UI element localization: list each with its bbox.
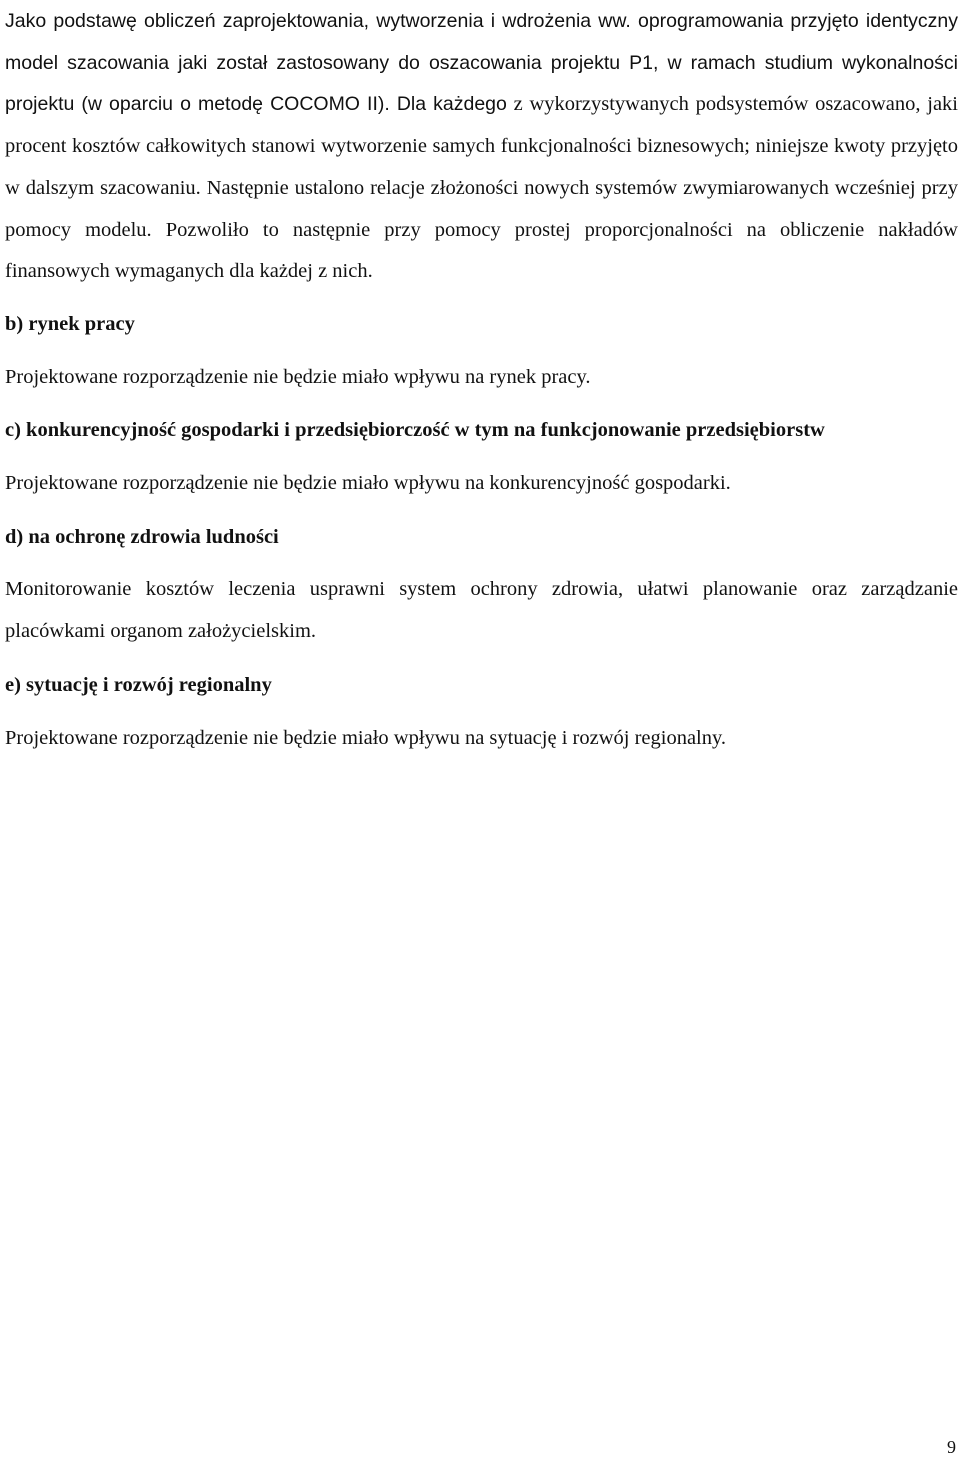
page-number: 9 [947,1437,956,1457]
section-body-health: Monitorowanie kosztów leczenia usprawni system ochrony zdrowia, ułatwi planowanie oraz zarządzanie placówkami organom założycielskim. [5,578,958,643]
document-page [5,0,958,759]
section-body-competitiveness: Projektowane rozporządzenie nie będzie miało wpływu na konkurencyjność gospodarki. [5,472,731,495]
section-heading-health: d) na ochronę zdrowia ludności [5,525,279,548]
intro-sans-text: Jako podstawę obliczeń zaprojektowania, wytworzenia i wdrożenia ww. oprogramowania przyjęto identyczny model szacowania jaki został zastosowany do oszacowania projektu P1, w ramach studium wykonalności projektu (w oparciu o metodę COCOMO II). Dla każdego [5,10,958,116]
intro-serif-text: z wykorzystywanych podsystemów oszacowano, jaki procent kosztów całkowitych stanowi wytworzenie samych funkcjonalności biznesowych; niniejsze kwoty przyjęto w dalszym szacowaniu. Następnie ustalono relacje złożoności nowych systemów zwymiarowanych wcześniej przy pomocy modelu. Pozwoliło to następnie przy pomocy prostej proporcjonalności na obliczenie nakładów finansowych wymaganych dla każdej z nich. [5,93,958,283]
section-heading-labor-market: b) rynek pracy [5,312,135,335]
section-heading-competitiveness: c) konkurencyjność gospodarki i przedsiębiorczość w tym na funkcjonowanie przedsiębiorstw [5,419,825,442]
section-heading-regional: e) sytuację i rozwój regionalny [5,673,272,696]
intro-paragraph [5,1,958,293]
section-body-regional: Projektowane rozporządzenie nie będzie miało wpływu na sytuację i rozwój regionalny. [5,726,727,749]
section-body-labor-market: Projektowane rozporządzenie nie będzie miało wpływu na rynek pracy. [5,365,591,388]
